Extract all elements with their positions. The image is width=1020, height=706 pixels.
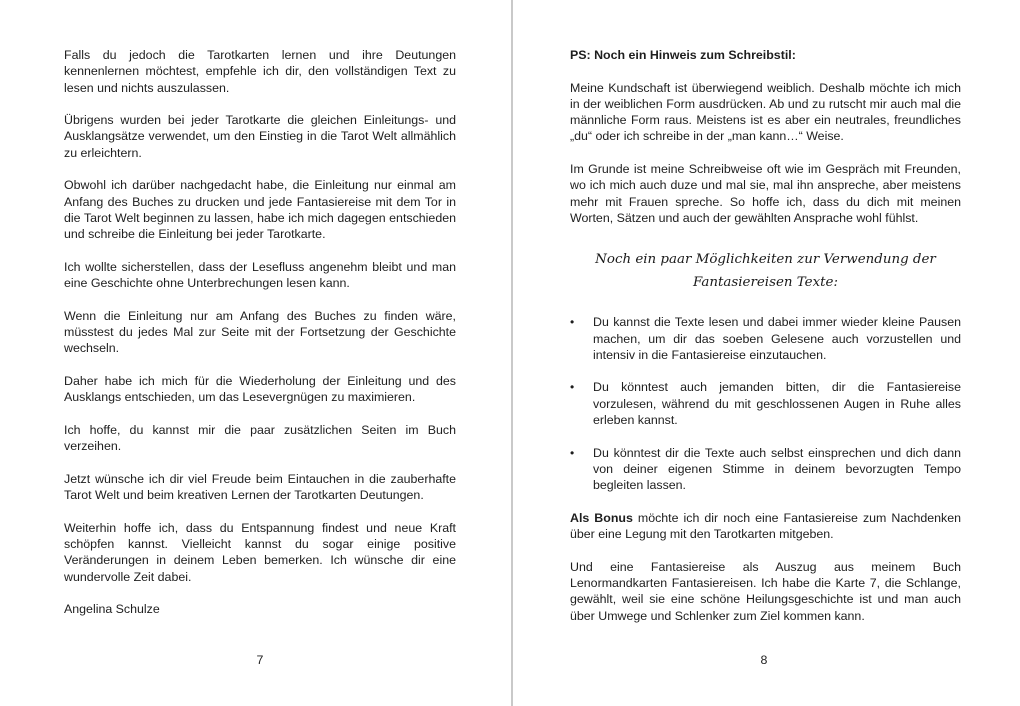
section-heading xyxy=(570,248,961,294)
page-number: 8 xyxy=(760,653,768,667)
paragraph: Im Grunde ist meine Schreibweise oft wie im Gespräch mit Freunden, wo ich mich auch duze und mal sie, mal ihn anspreche, aber meistens mehr mit Frauen spreche. So hoffe ich, dass du dich mit meinen Worten, Sätzen und auch der gewählten Ansprache wohl fühlst. xyxy=(570,162,961,225)
bullet-icon: • xyxy=(570,445,575,460)
list-item-text: Du kannst die Texte lesen und dabei immer wieder kleine Pausen machen, um dir das soeben Gelesene auch vorzustellen und intensiv in die Fantasiereise einzutauchen. xyxy=(593,315,961,362)
list-item xyxy=(570,445,961,494)
paragraph: Obwohl ich darüber nachgedacht habe, die Einleitung nur einmal am Anfang des Buches zu drucken und jede Fantasiereise mit dem Tor in die Tarot Welt beginnen zu lassen, habe ich mich dagegen entschieden und schreibe die Einleitung bei jeder Tarotkarte. xyxy=(64,178,456,242)
list-item-text: Du könntest auch jemanden bitten, dir die Fantasiereise vorzulesen, während du mit geschlossenen Augen in Ruhe alles erleben kannst. xyxy=(593,380,961,428)
page-number: 7 xyxy=(256,653,264,667)
section-heading-line: Noch ein paar Möglichkeiten zur Verwendung der xyxy=(595,252,936,268)
ps-heading: PS: Noch ein Hinweis zum Schreibstil: xyxy=(570,48,796,62)
paragraph: Ich wollte sicherstellen, dass der Lesefluss angenehm bleibt und man eine Geschichte ohne Unterbrechungen lesen kann. xyxy=(64,259,456,291)
list-item xyxy=(570,379,961,428)
paragraph: Falls du jedoch die Tarotkarten lernen und ihre Deutungen kennenlernen möchtest, empfehle ich dir, den vollständigen Text zu lesen und nichts auszulassen. xyxy=(64,48,456,95)
bonus-label: Als Bonus xyxy=(570,510,633,525)
bullet-icon: • xyxy=(570,315,575,330)
bonus-text: möchte ich dir noch eine Fantasiereise zum Nachdenken über eine Legung mit den Tarotkarten mitgeben. xyxy=(570,510,961,542)
author-signature: Angelina Schulze xyxy=(64,602,160,617)
bonus-paragraph xyxy=(570,510,961,543)
paragraph: Daher habe ich mich für die Wiederholung der Einleitung und des Ausklangs entschieden, um das Lesevergnügen zu maximieren. xyxy=(64,373,456,405)
paragraph: Jetzt wünsche ich dir viel Freude beim Eintauchen in die zauberhafte Tarot Welt und beim kreativen Lernen der Tarotkarten Deutungen. xyxy=(64,471,456,503)
right-page xyxy=(513,0,1020,706)
right-page-text xyxy=(570,47,961,640)
paragraph: Weiterhin hoffe ich, dass du Entspannung findest und neue Kraft schöpfen kannst. Vielleicht kannst du sogar einige positive Veränderungen in deinem Leben bemerken. Ich wünsche dir eine wundervolle Zeit dabei. xyxy=(64,520,456,584)
bullet-icon: • xyxy=(570,380,575,395)
paragraph: Übrigens wurden bei jeder Tarotkarte die gleichen Einleitungs- und Ausklangsätze verwendet, um den Einstieg in die Tarot Welt allmählich zu erleichtern. xyxy=(64,113,456,160)
paragraph: Wenn die Einleitung nur am Anfang des Buches zu finden wäre, müsstest du jedes Mal zur Seite mit der Fortsetzung der Geschichte wechseln. xyxy=(64,308,456,356)
section-heading-line: Fantasiereisen Texte: xyxy=(693,275,838,291)
usage-list xyxy=(570,314,961,493)
left-page-text xyxy=(64,47,456,617)
paragraph: Und eine Fantasiereise als Auszug aus meinem Buch Lenormandkarten Fantasiereisen. Ich habe die Karte 7, die Schlange, gewählt, weil sie eine schöne Heilungsgeschichte ist und man auch über Umwege und Schlenker zum Ziel kommen kann. xyxy=(570,559,961,623)
paragraph: Ich hoffe, du kannst mir die paar zusätzlichen Seiten im Buch verzeihen. xyxy=(64,422,456,454)
list-item xyxy=(570,314,961,363)
list-item-text: Du könntest dir die Texte auch selbst einsprechen und dich dann von deiner eigenen Stimme in deinem bevorzugten Tempo begleiten lassen. xyxy=(593,445,961,493)
paragraph: Meine Kundschaft ist überwiegend weiblich. Deshalb möchte ich mich in der weiblichen Form ausdrücken. Ab und zu rutscht mir auch mal die männliche Form raus. Meistens ist es aber ein neutrales, freundliches „du“ oder ich schreibe in der „man kann…“ Weise. xyxy=(570,80,961,144)
